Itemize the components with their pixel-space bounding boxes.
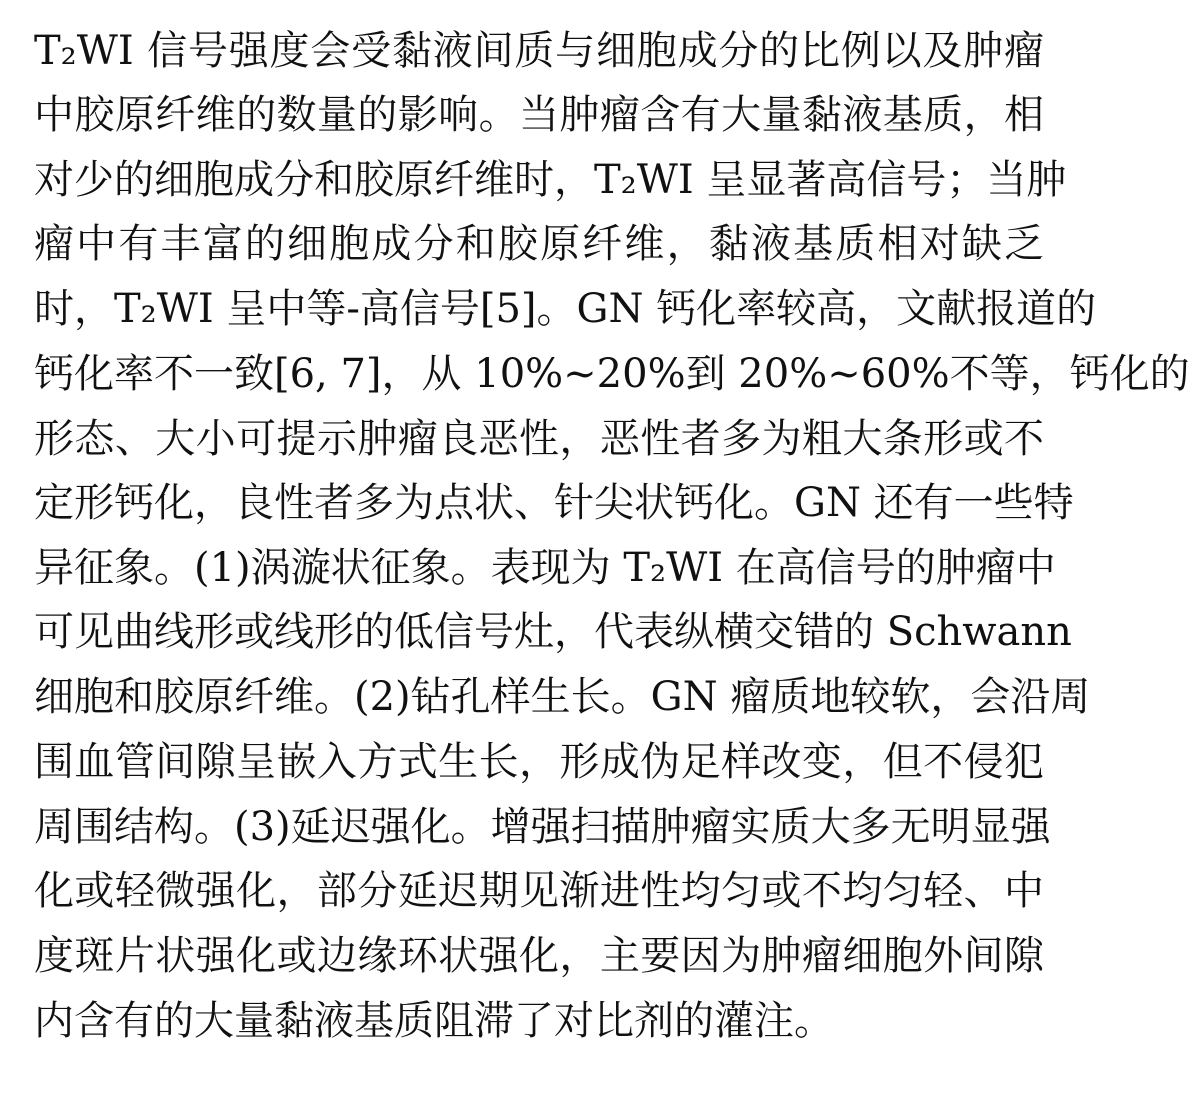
text-line-3: 对少的细胞成分和胶原纤维时，T₂WI 呈显著高信号；当肿	[34, 157, 1067, 203]
text-line-7: 形态、大小可提示肿瘤良恶性，恶性者多为粗大条形或不	[34, 416, 1044, 462]
text-line-8: 定形钙化，良性者多为点状、针尖状钙化。GN 还有一些特	[34, 480, 1074, 526]
text-line-1: T₂WI 信号强度会受黏液间质与细胞成分的比例以及肿瘤	[34, 28, 1044, 74]
text-line-13: 周围结构。(3)延迟强化。增强扫描肿瘤实质大多无明显强	[34, 804, 1051, 850]
text-line-14: 化或轻微强化，部分延迟期见渐进性均匀或不均匀轻、中	[34, 868, 1044, 914]
text-line-11: 细胞和胶原纤维。(2)钻孔样生长。GN 瘤质地较软，会沿周	[34, 674, 1091, 720]
text-line-9: 异征象。(1)涡漩状征象。表现为 T₂WI 在高信号的肿瘤中	[34, 545, 1056, 591]
text-line-16: 内含有的大量黏液基质阻滞了对比剂的灌注。	[34, 998, 834, 1044]
text-line-6: 钙化率不一致[6, 7]，从 10%~20%到 20%~60%不等，钙化的	[34, 351, 1190, 397]
text-line-15: 度斑片状强化或边缘环状强化，主要因为肿瘤细胞外间隙	[34, 933, 1044, 979]
text-line-12: 围血管间隙呈嵌入方式生长，形成伪足样改变，但不侵犯	[34, 739, 1044, 785]
text-line-4: 瘤中有丰富的细胞成分和胶原纤维，黏液基质相对缺乏	[34, 221, 1044, 267]
text-line-10: 可见曲线形或线形的低信号灶，代表纵横交错的 Schwann	[34, 609, 1072, 655]
text-line-2: 中胶原纤维的数量的影响。当肿瘤含有大量黏液基质，相	[34, 92, 1044, 138]
text-line-5: 时，T₂WI 呈中等-高信号[5]。GN 钙化率较高，文献报道的	[34, 286, 1097, 332]
